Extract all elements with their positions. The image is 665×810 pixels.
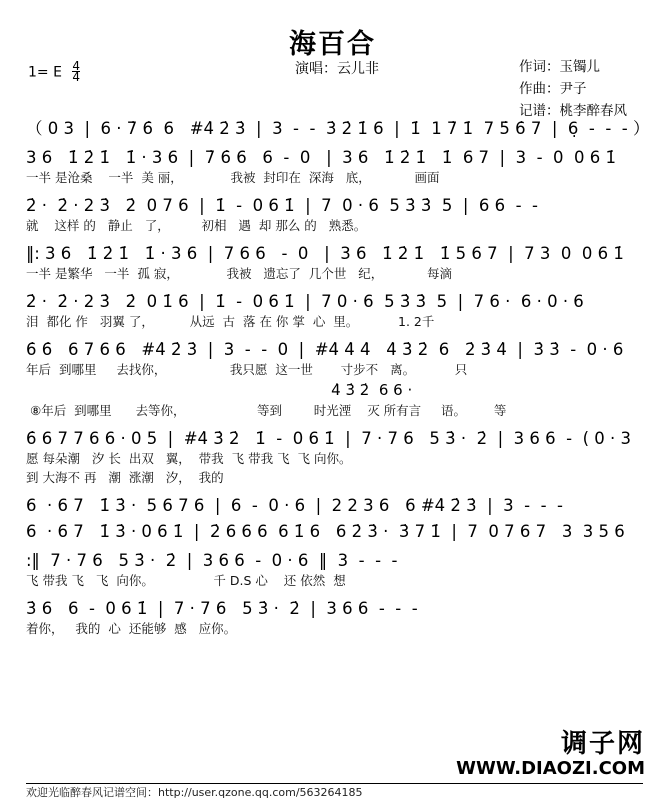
notation-line: 2̇ · 2̇ · 2 3̇ 2̇ 0 7 6 | 1̇ - 0 6 1̇ | 7 0 · 6 5 3̇ 3̇ 5 | 6 6 - - bbox=[26, 196, 538, 215]
watermark-brand bbox=[456, 730, 645, 780]
brand-url: WWW.DIAOZI.COM bbox=[456, 758, 645, 779]
score-system bbox=[0, 147, 665, 188]
key-signature-text: 1= E bbox=[28, 64, 62, 81]
lyric-line: 愿 每朵潮 汐 长 出双 翼， 带我 飞 带我 飞 飞 向你。 bbox=[26, 451, 352, 466]
brand-name: 调子网 bbox=[560, 729, 645, 759]
score-system bbox=[0, 118, 665, 140]
notation-line: ‖: 3 6 1̇ 2̇ 1̇ 1̇ · 3 6 | 7 6 6 - 0 | 3 6 1̇ 2̇ 1̇ 1̇ 5 6 7 | 7 3 0 0 6 1̇ bbox=[26, 244, 624, 263]
notation-line: 6 · 6 7 1̇ 3̇ · 5 6 7 6 | 6 - 0 · 6 | 2 2 3 6 6 #4̇ 2̇ 3̇ | 3 - - - bbox=[26, 496, 564, 515]
notation-line: 6̇ 6 7 7 6 6 · 0 5 | #4̇ 3̇ 2̇ 1̇ - 0 6 1̇ | 7 · 7 6 5 3̇ · 2̇ | 3 6 6 - ( 0 · 3 bbox=[26, 429, 632, 448]
notation-line-ossia: 4̇ 3̇ 2̇ 6 6 · bbox=[26, 381, 413, 399]
time-signature bbox=[72, 61, 80, 82]
credit-notator: 记谱：桃李醉春风 bbox=[519, 103, 627, 119]
score-system bbox=[0, 598, 665, 639]
time-signature-top: 4 bbox=[72, 59, 81, 73]
score-system bbox=[0, 243, 665, 284]
score-system bbox=[0, 291, 665, 332]
credits-block bbox=[519, 56, 627, 122]
lyric-line-verse2: 到 大海不 再 潮 涨潮 汐， 我的 bbox=[26, 470, 224, 485]
lyric-line: 一半 是沧桑 一半 美 丽， 我被 封印在 深海 底， 画面 bbox=[26, 170, 440, 185]
credit-composer: 作曲：尹子 bbox=[519, 81, 587, 97]
score-system bbox=[0, 339, 665, 421]
score-system bbox=[0, 550, 665, 591]
lyric-line: 年后 到哪里 去找你， 我只愿 这一世 寸步不 离。 只 bbox=[26, 362, 468, 377]
time-signature-bottom: 4 bbox=[72, 70, 81, 84]
lyric-line: 飞 带我 飞 飞 向你。 千 D.S 心 还 依然 想 bbox=[26, 573, 346, 588]
lyric-line: 泪 都化 作 羽翼 了， 从远 古 落 在 你 掌 心 里。 1. 2千 bbox=[26, 314, 435, 329]
lyric-line: 一半 是繁华 一半 孤 寂， 我被 遗忘了 几个世 纪， 每滴 bbox=[26, 266, 452, 281]
page-title: 海百合 bbox=[289, 29, 376, 60]
notation-line: 3̇ 6 6 - 0 6 1̇ | 7 · 7 6 5 3̇ · 2̇ | 3 6 6 - - - bbox=[26, 599, 418, 618]
lyric-line-alt: ⑧年后 到哪里 去等你， 等到 时光湮 灭 所有言 语。 等 bbox=[30, 403, 507, 418]
notation-line: :‖ 7 · 7 6 5 3̇ · 2̇ | 3 6 6 - 0 · 6 ‖ 3 - - - bbox=[26, 551, 398, 570]
key-signature bbox=[28, 59, 81, 84]
score-system bbox=[0, 428, 665, 488]
notation-line: 3 6 1̇ 2̇ 1̇ 1̇ · 3 6 | 7̇ 6̇ 6 6 - 0 | 3 6 1̇ 2̇ 1̇ 1̇ 6 7 | 3 - 0 0 6 1̇ bbox=[26, 148, 616, 167]
footer-note: 欢迎光临醉春风记谱空间：http://user.qzone.qq.com/563264185 bbox=[26, 786, 363, 799]
notation-line: 2̇ · 2̇ · 2 3̇ 2̇ 0 1̇ 6 | 1̇ - 0 6 1̇ | 7 0 · 6 5 3̇ 3̇ 5 | 7 6 · 6 · 0 · 6 bbox=[26, 292, 584, 311]
credit-lyricist: 作词：玉镯儿 bbox=[519, 59, 600, 75]
lyric-line: 着你， 我的 心 还能够 感 应你。 bbox=[26, 621, 237, 636]
lyric-line: 就 这样 的 静止 了， 初相 遇 却 那么 的 熟悉。 bbox=[26, 218, 367, 233]
singer-credit: 演唱：云儿非 bbox=[295, 61, 379, 77]
score-system bbox=[0, 495, 665, 517]
score-system bbox=[0, 195, 665, 236]
score-body bbox=[0, 118, 665, 639]
notation-line: 6̇ 6̇ 6 7 6 6 #4̇ 2̇ 3̇ | 3 - - 0 | #4̇ 4̇ 4̇ 4̇ 3̇ 2̇ 6 2̇ 3̇ 4̇ | 3̇ 3̇ - 0 · 6 bbox=[26, 340, 624, 359]
notation-line: 6 · 6 7 1̇ 3̇ · 0 6 1̇ | 2̇ 6 6 6 6 1̇ 6 6 2̇ 3̇ · 3̇ 7 1̇ | 7 0 7 6 7 3 3 5 6 bbox=[26, 522, 625, 541]
score-system bbox=[0, 521, 665, 543]
notation-line: （ 0 3 | 6 · 7̇ 6̇ 6 #4̇ 2̇ 3̇ | 3 - - 3̇ 2̇ 1̇ 6 | 1̇ 1 7̇ 1̇ 7 5̇ 6̇ 7 | 6̣ - - - ） bbox=[26, 119, 650, 138]
